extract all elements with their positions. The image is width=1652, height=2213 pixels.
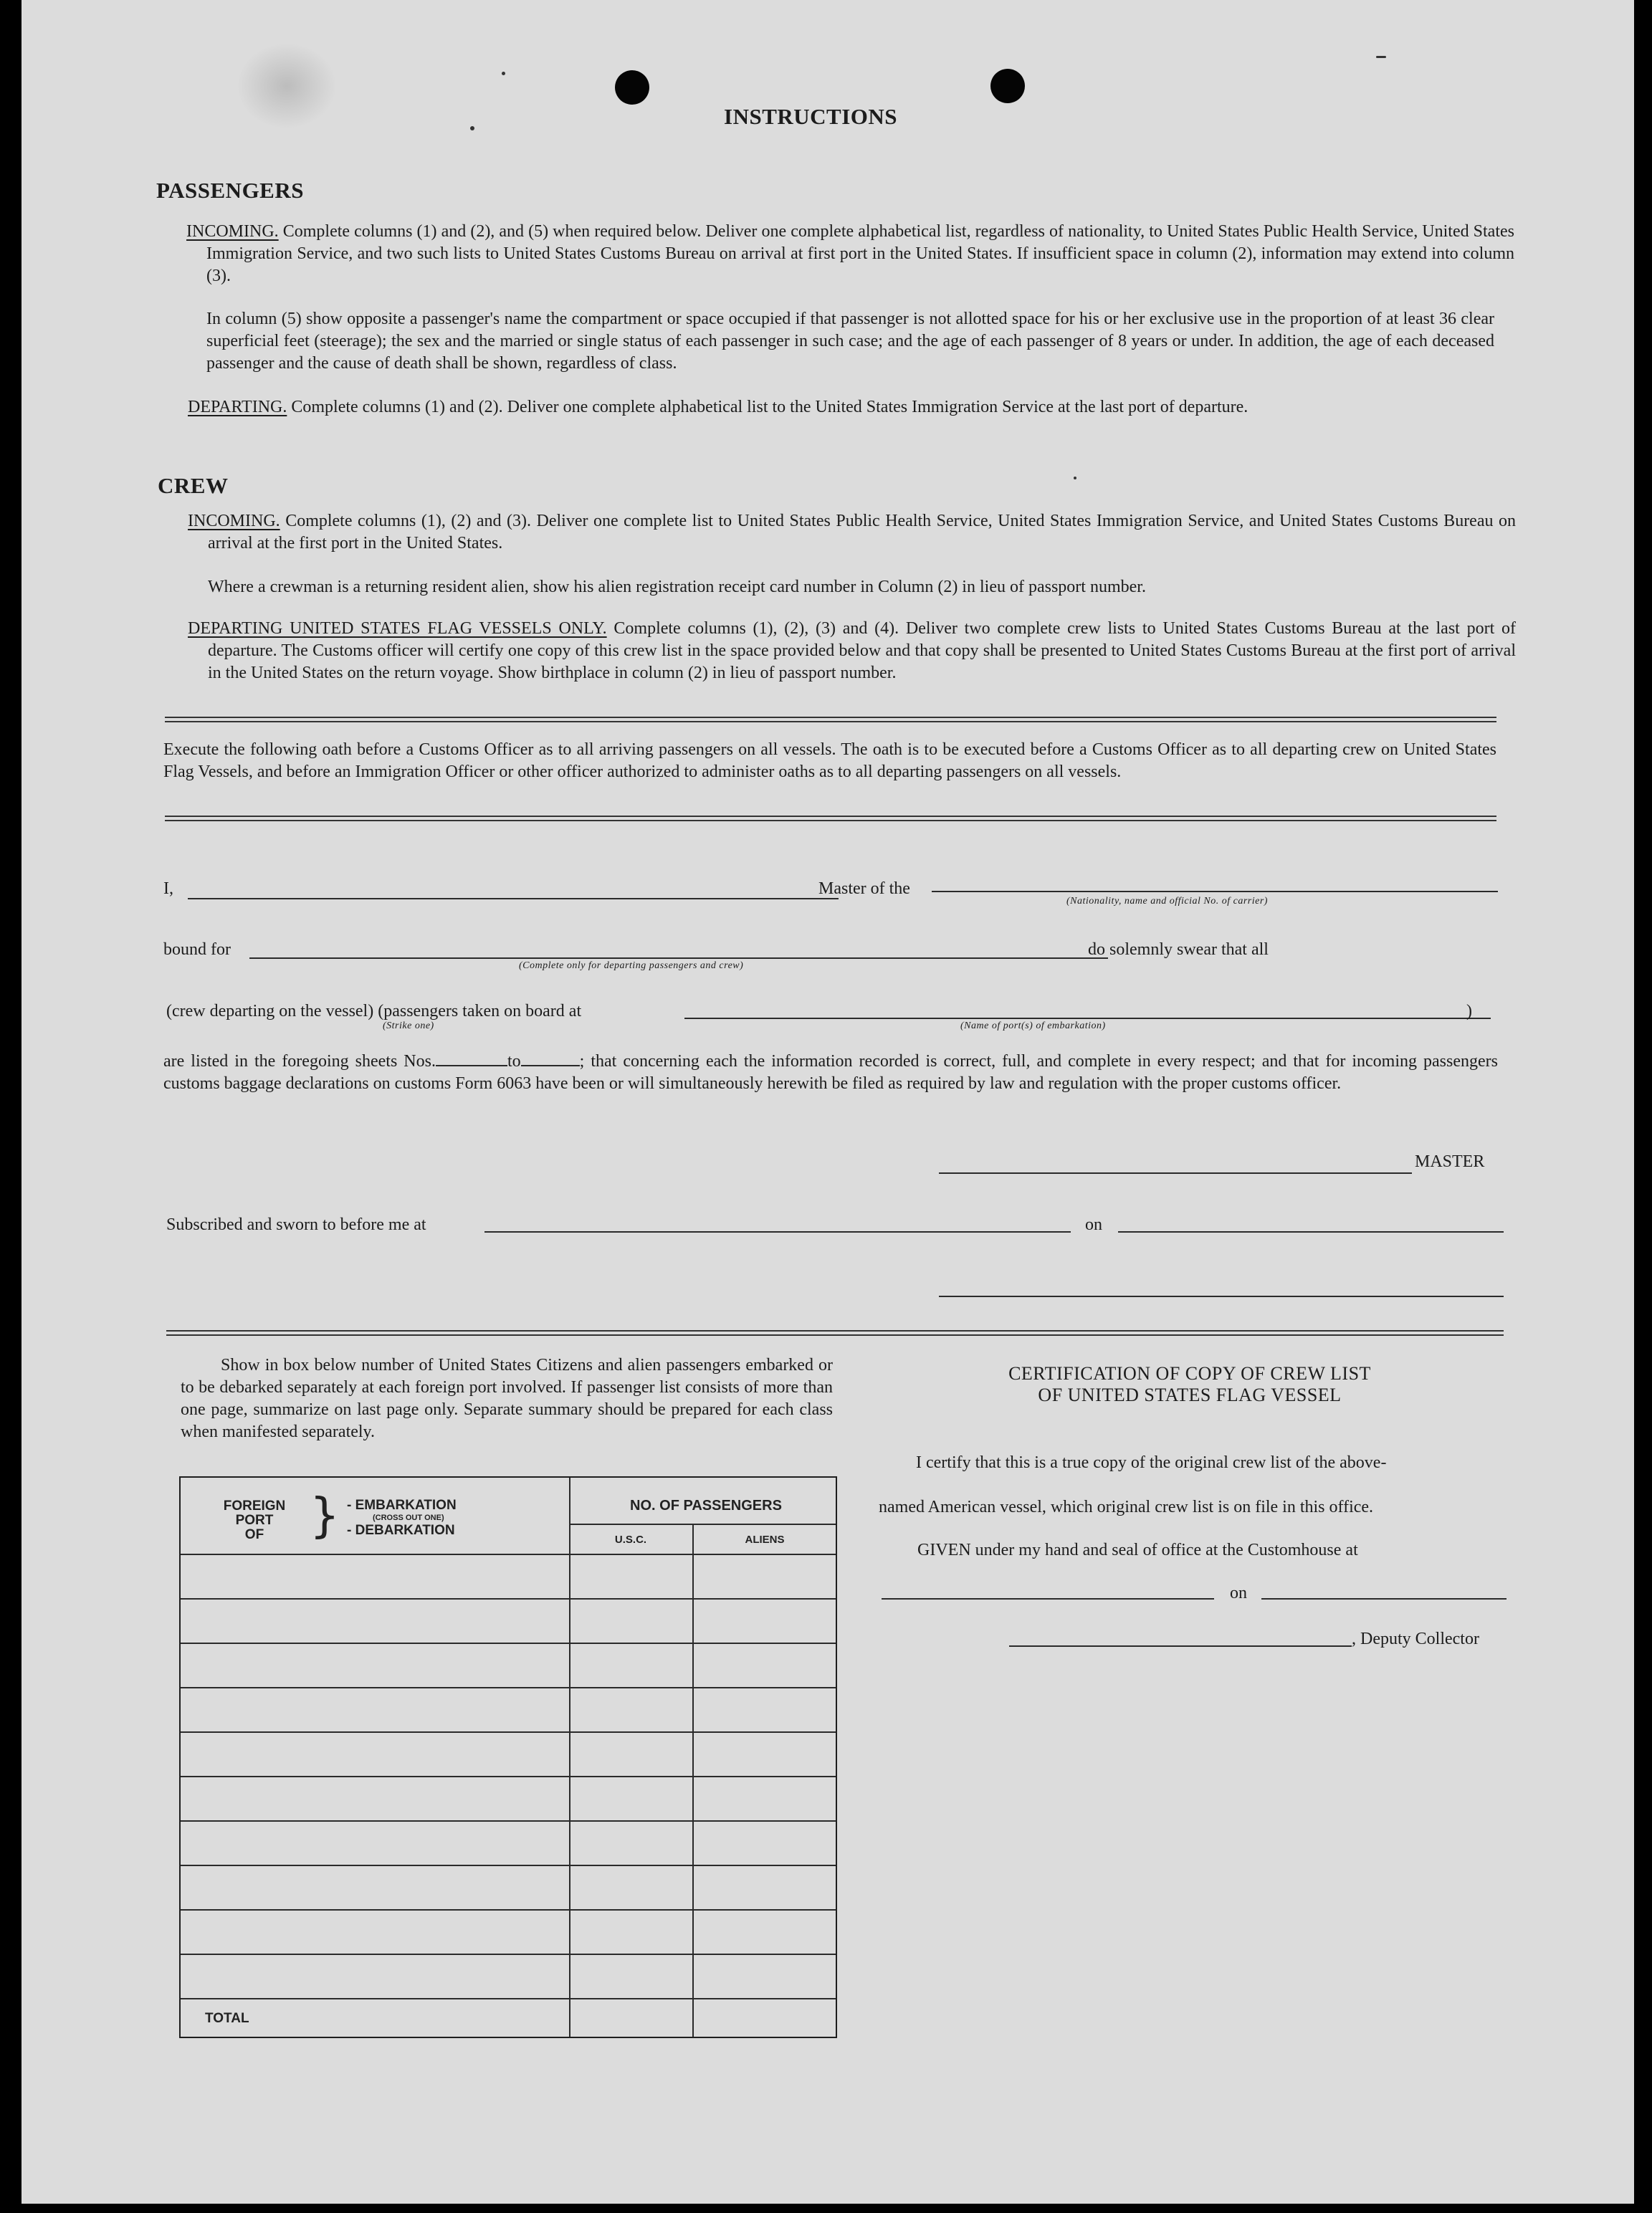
table-row[interactable] — [181, 1954, 836, 1955]
column5-paragraph — [206, 308, 1494, 375]
summary-instructions-text: Show in box below number of United States Citizens and alien passengers embarked or to be debarked separately at each foreign port involved. If passenger list consists of more than one page, summarize on last page only. Separate summary should be prepared for each class when manifested separately. — [181, 1356, 833, 1441]
table-row[interactable] — [181, 1598, 836, 1600]
table-row[interactable] — [181, 1776, 836, 1777]
no-of-passengers-header: NO. OF PASSENGERS — [630, 1498, 782, 1514]
section-divider — [165, 717, 1496, 722]
are-listed-label: are listed in the foregoing sheets Nos. — [163, 1052, 436, 1071]
table-row[interactable] — [181, 1865, 836, 1866]
document-page — [22, 0, 1634, 2204]
brace-icon: } — [310, 1488, 340, 1543]
stamp-smudge — [237, 43, 337, 129]
passenger-summary-table — [179, 1476, 837, 2038]
crew-departing-label: DEPARTING UNITED STATES FLAG VESSELS ONLY. — [188, 619, 607, 638]
summary-instructions — [181, 1354, 833, 1443]
scan-speck — [1376, 56, 1386, 58]
bound-for-line[interactable] — [249, 957, 1108, 959]
nationality-caption: (Nationality, name and official No. of carrier) — [1066, 896, 1268, 907]
certification-on-label: on — [1230, 1584, 1247, 1602]
col-foreign-port — [215, 1499, 294, 1542]
col-foreign-line: FOREIGN — [223, 1499, 286, 1514]
crew-departing-text: Complete columns (1), (2), (3) and (4). Deliver two complete crew lists to United States Customs Bureau at the last port of departure. The Customs officer will certify one copy of this crew list in the space provided below and that copy shall be presented to United States Customs Bureau at the first port of arrival in the United States on the return voyage. Show birthplace in column (2) in lieu of passport number. — [208, 619, 1517, 682]
crew-heading: CREW — [158, 473, 229, 498]
table-row[interactable] — [181, 1909, 836, 1911]
master-signature-line[interactable] — [939, 1172, 1412, 1174]
subscribed-label: Subscribed and sworn to before me at — [166, 1215, 426, 1234]
section-divider — [166, 1330, 1504, 1336]
col-of-line: OF — [244, 1527, 264, 1542]
deputy-signature-line[interactable] — [1009, 1645, 1352, 1647]
do-solemnly-label: do solemnly swear that all — [1088, 940, 1269, 959]
certify-line2: named American vessel, which original crew list is on file in this office. — [879, 1498, 1374, 1516]
oath-statement-text: ; that concerning each the information recorded is correct, full, and complete in every respect; and that for incoming passengers customs baggage declarations on customs Form 6063 have been or will simultaneously herewith be filed as required by law and regulation with the proper customs officer. — [163, 1052, 1498, 1093]
oath-statement — [163, 1051, 1498, 1095]
embarkation-label: - EMBARKATION — [347, 1498, 457, 1513]
sheet-from-blank[interactable] — [436, 1065, 507, 1066]
table-subheader-divider — [569, 1524, 836, 1525]
column5-text: In column (5) show opposite a passenger's name the compartment or space occupied if that passenger is not allotted space for his or her exclusive use in the proportion of at least 36 clear superficial feet (steerage); the sex and the married or single status of each passenger in such case; and the age of each passenger of 8 years or under. In addition, the age of each deceased passenger and the cause of death shall be shown, regardless of class. — [206, 310, 1494, 373]
col-port-line: PORT — [235, 1513, 274, 1528]
certification-date-line[interactable] — [1261, 1598, 1507, 1600]
strike-one-caption: (Strike one) — [383, 1021, 434, 1031]
customhouse-line[interactable] — [882, 1598, 1214, 1600]
ports-caption: (Name of port(s) of embarkation) — [960, 1021, 1106, 1031]
passengers-heading: PASSENGERS — [156, 178, 304, 203]
oath-instructions: Execute the following oath before a Customs Officer as to all arriving passengers on all vessels. The oath is to be executed before a Customs Officer as to all departing crew on United States Flag Vessels, and before an Immigration Officer or other officer authorized to administer oaths as to all departing passengers on all vessels. — [163, 740, 1496, 781]
crew-departing-label: (crew departing on the vessel) (passengers taken on board at — [166, 1002, 582, 1021]
debarkation-label: - DEBARKATION — [347, 1523, 455, 1538]
crew-incoming-text: Complete columns (1), (2) and (3). Deliver one complete list to United States Public Health Service, United States Immigration Service, and United States Customs Bureau on arrival at the first port in the United States. — [208, 512, 1516, 553]
passengers-incoming-label: INCOMING. — [186, 222, 279, 241]
given-line: GIVEN under my hand and seal of office at the Customhouse at — [917, 1541, 1358, 1559]
usc-header: U.S.C. — [614, 1534, 647, 1546]
complete-only-caption: (Complete only for departing passengers and crew) — [519, 960, 744, 971]
punch-hole-left — [615, 70, 649, 105]
table-col-divider — [569, 1478, 570, 2037]
total-label: TOTAL — [205, 2011, 249, 2026]
table-col-divider — [692, 1524, 694, 2037]
master-of-the-label: Master of the — [818, 879, 910, 898]
certify-line1: I certify that this is a true copy of the original crew list of the above- — [916, 1453, 1387, 1472]
deputy-collector-label: , Deputy Collector — [1352, 1630, 1479, 1648]
passengers-incoming-paragraph — [186, 221, 1514, 287]
subscribed-on-label: on — [1085, 1215, 1102, 1234]
passengers-departing-text: Complete columns (1) and (2). Deliver one complete alphabetical list to the United States Immigration Service at the last port of departure. — [291, 398, 1248, 416]
table-row[interactable] — [181, 1731, 836, 1733]
table-header-divider — [181, 1554, 836, 1555]
table-row[interactable] — [181, 1687, 836, 1688]
aliens-header: ALIENS — [745, 1534, 785, 1546]
table-total-divider — [181, 1998, 836, 1999]
table-row[interactable] — [181, 1643, 836, 1644]
passengers-departing-paragraph — [188, 396, 1514, 419]
crew-incoming-paragraph — [188, 510, 1516, 555]
sheet-to-blank[interactable] — [521, 1065, 580, 1066]
scan-speck — [502, 72, 505, 75]
section-divider — [165, 816, 1496, 821]
subscribed-place-line[interactable] — [484, 1231, 1071, 1233]
bound-for-label: bound for — [163, 940, 231, 959]
passengers-departing-label: DEPARTING. — [188, 398, 287, 416]
certification-heading-line1: CERTIFICATION OF COPY OF CREW LIST — [1008, 1363, 1371, 1384]
oath-i-label: I, — [163, 879, 173, 898]
punch-hole-right — [990, 69, 1025, 103]
scan-speck — [1074, 477, 1076, 479]
page-title: INSTRUCTIONS — [724, 104, 898, 129]
table-row[interactable] — [181, 1820, 836, 1822]
embarkation-port-line[interactable] — [684, 1018, 1491, 1019]
master-label: MASTER — [1415, 1152, 1485, 1171]
crew-incoming-label: INCOMING. — [188, 512, 280, 530]
crew-departing-paragraph — [188, 618, 1516, 684]
to-label: to — [507, 1052, 521, 1071]
cross-out-label: (CROSS OUT ONE) — [373, 1514, 444, 1522]
crew-resident-text: Where a crewman is a returning resident alien, show his alien registration receipt card number in Column (2) in lieu of passport number. — [208, 578, 1146, 596]
certification-heading — [882, 1363, 1498, 1406]
master-name-line[interactable] — [188, 898, 839, 899]
subscribed-date-line[interactable] — [1118, 1231, 1504, 1233]
close-paren: ) — [1466, 1002, 1472, 1021]
crew-resident-paragraph — [208, 576, 1496, 598]
passengers-incoming-text: Complete columns (1) and (2), and (5) when required below. Deliver one complete alphabetical list, regardless of nationality, to United States Public Health Service, United States Immigration Service, and two such lists to United States Customs Bureau on arrival at first port in the United States. If insufficient space in column (2), information may extend into column (3). — [206, 222, 1514, 285]
carrier-line[interactable] — [932, 891, 1498, 892]
scan-speck — [470, 126, 474, 130]
officer-signature-line[interactable] — [939, 1296, 1504, 1297]
certification-heading-line2: OF UNITED STATES FLAG VESSEL — [1038, 1385, 1342, 1405]
